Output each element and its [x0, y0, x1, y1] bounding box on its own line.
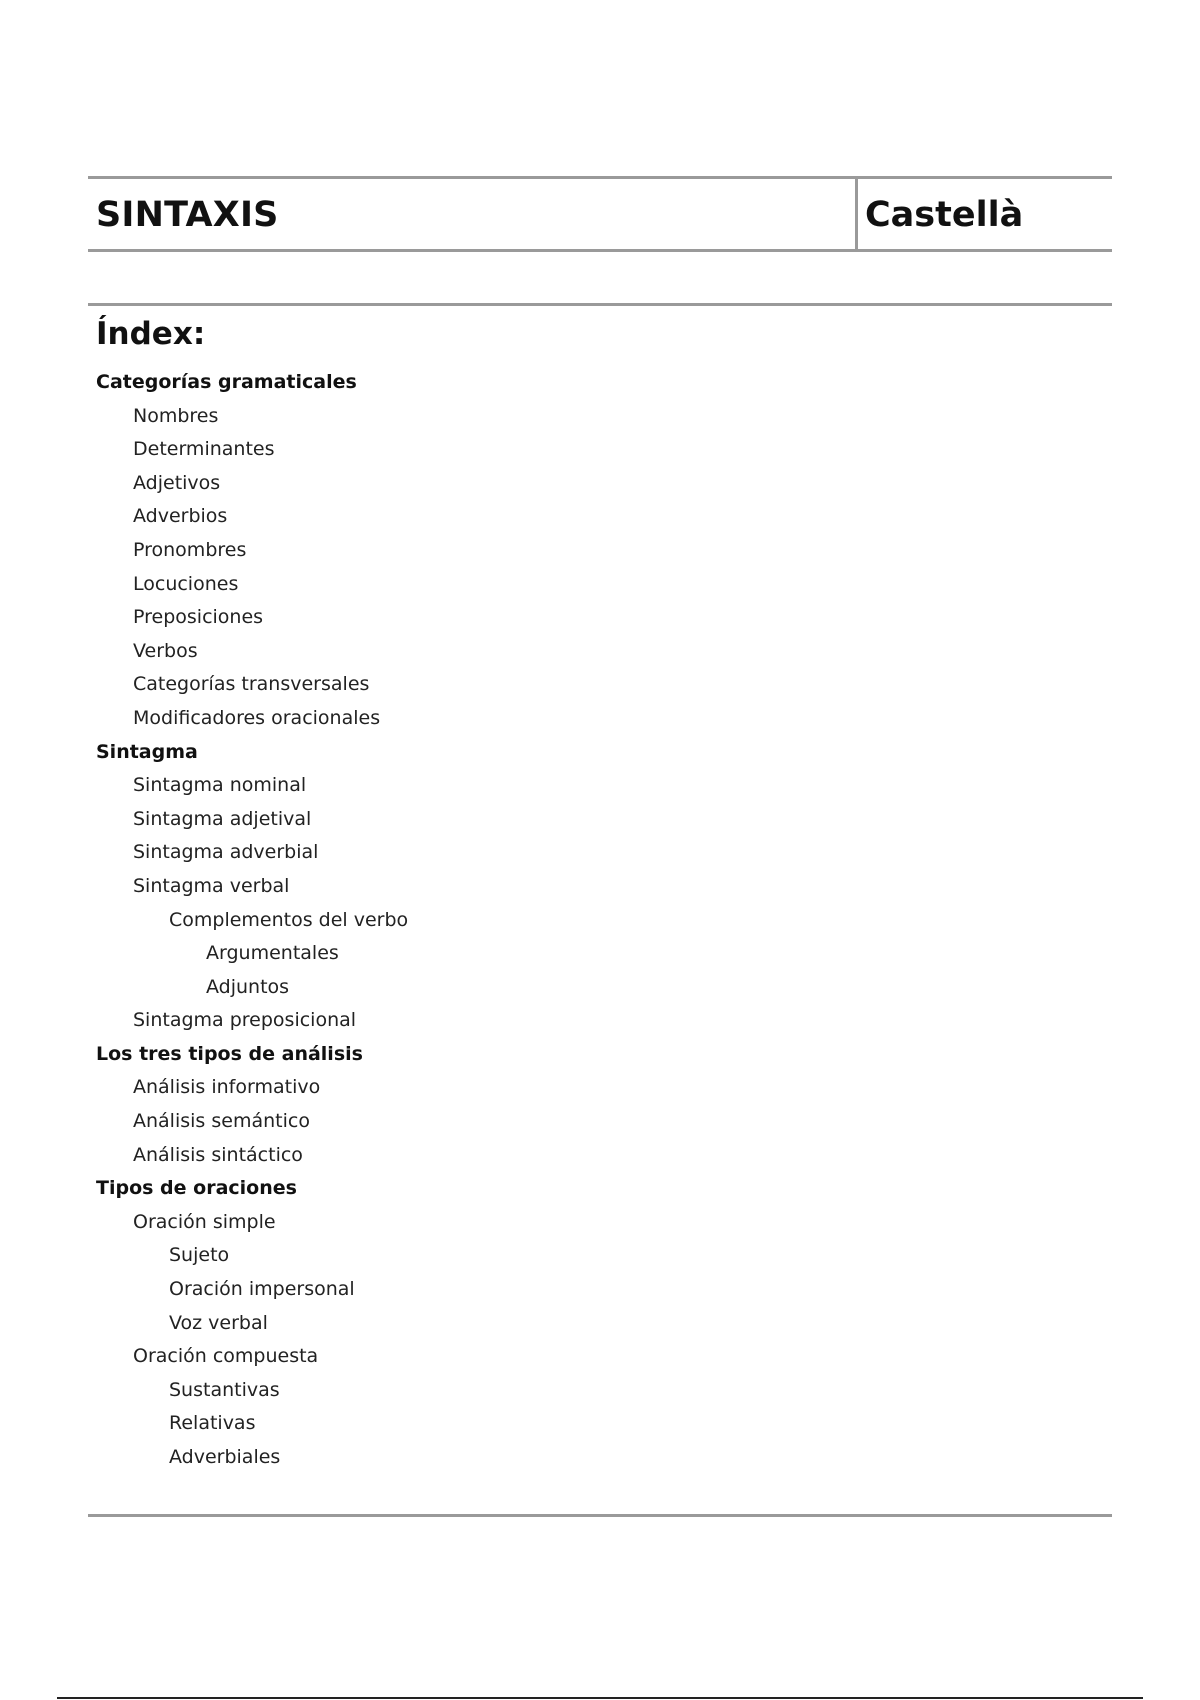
toc-entry[interactable]: Sintagma verbal [133, 874, 290, 897]
toc-entry[interactable]: Oración impersonal [169, 1278, 355, 1301]
toc-entry[interactable]: Adverbios [133, 505, 228, 528]
toc-entry[interactable]: Voz verbal [169, 1311, 268, 1334]
toc-entry[interactable]: Locuciones [133, 572, 239, 595]
subject-label: Castellà [865, 195, 1024, 235]
toc-entry[interactable]: Relativas [169, 1412, 256, 1435]
toc-section-heading[interactable]: Tipos de oraciones [96, 1177, 297, 1200]
toc-section-heading[interactable]: Categorías gramaticales [96, 371, 357, 393]
toc-section-heading[interactable]: Los tres tipos de análisis [96, 1042, 363, 1065]
toc-entry[interactable]: Argumentales [206, 942, 339, 965]
toc-entry[interactable]: Sintagma preposicional [133, 1009, 357, 1032]
table-of-contents [96, 366, 408, 1475]
toc-entry[interactable]: Sujeto [169, 1244, 230, 1267]
toc-entry[interactable]: Complementos del verbo [169, 908, 409, 931]
toc-entry[interactable]: Categorías transversales [133, 673, 370, 696]
toc-entry[interactable]: Adverbiales [169, 1446, 281, 1468]
toc-entry[interactable]: Sintagma adverbial [133, 841, 319, 864]
document-title: SINTAXIS [96, 195, 279, 235]
toc-entry[interactable]: Adjetivos [133, 471, 221, 494]
toc-entry[interactable]: Análisis sintáctico [133, 1143, 303, 1166]
toc-entry[interactable]: Pronombres [133, 538, 247, 561]
toc-entry[interactable]: Verbos [133, 639, 198, 662]
header-divider [855, 179, 858, 249]
toc-entry[interactable]: Oración compuesta [133, 1345, 319, 1368]
toc-entry[interactable]: Modificadores oracionales [133, 706, 381, 729]
toc-entry[interactable]: Oración simple [133, 1210, 276, 1233]
index-top-rule [88, 303, 1112, 306]
toc-entry[interactable]: Preposiciones [133, 606, 264, 629]
toc-entry[interactable]: Análisis informativo [133, 1076, 321, 1099]
toc-entry[interactable]: Adjuntos [206, 975, 290, 998]
toc-entry[interactable]: Análisis semántico [133, 1110, 310, 1133]
toc-entry[interactable]: Determinantes [133, 438, 275, 461]
page-bottom-rule [57, 1697, 1143, 1699]
header-table [88, 176, 1112, 252]
toc-entry[interactable]: Sintagma adjetival [133, 807, 312, 830]
toc-entry[interactable]: Sintagma nominal [133, 774, 307, 797]
toc-entry[interactable]: Sustantivas [169, 1378, 280, 1401]
toc-section-heading[interactable]: Sintagma [96, 740, 198, 763]
index-heading: Índex: [96, 316, 206, 352]
index-bottom-rule [88, 1514, 1112, 1517]
toc-entry[interactable]: Nombres [133, 404, 219, 427]
